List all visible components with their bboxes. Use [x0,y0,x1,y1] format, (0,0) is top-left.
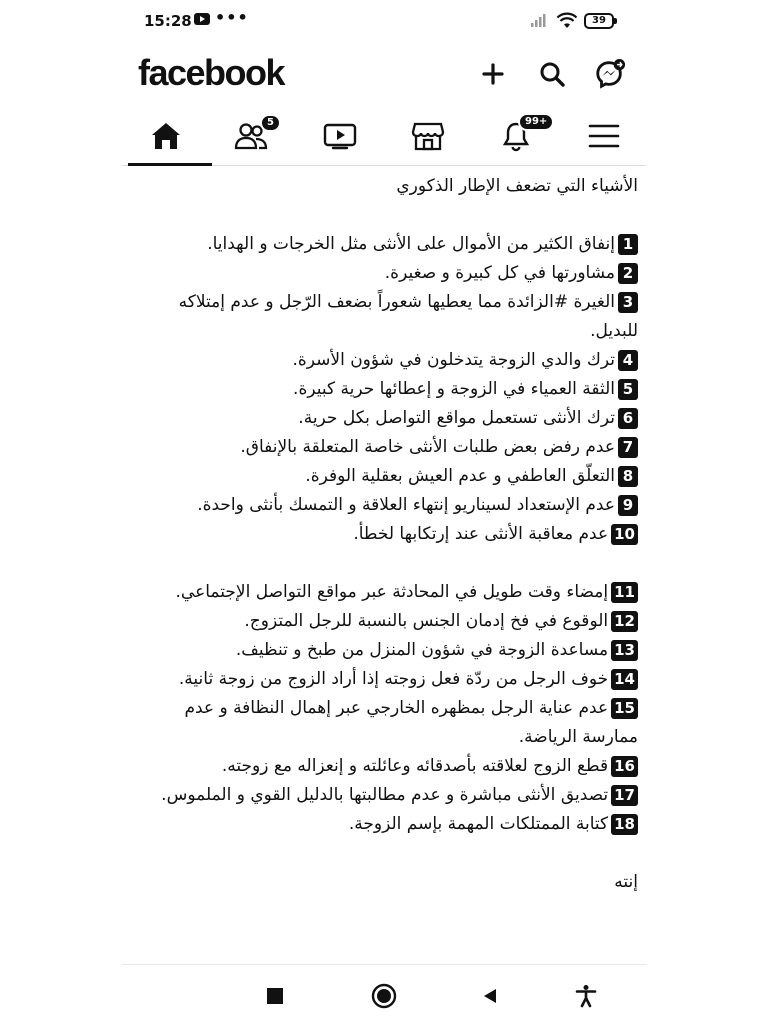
search-icon [539,61,565,87]
list-item-text: عدم عناية الرجل بمظهره الخارجي عبر إهمال النظافة و عدم ممارسة الرياضة. [184,698,638,747]
list-item-text: ترك والدي الزوجة يتدخلون في شؤون الأسرة. [292,350,615,370]
accessibility-button[interactable] [570,980,602,1012]
list-item-text: الوقوع في فخ إدمان الجنس بالنسبة للرجل المتزوج. [244,611,609,631]
messenger-icon [594,57,626,91]
number-keycap-icon: 9 [618,495,638,516]
list-item-text: عدم معاقبة الأنثى عند إرتكابها لخطأ. [353,524,609,544]
number-keycap-icon: 10 [611,524,638,545]
tab-watch[interactable] [298,108,382,164]
square-icon [266,987,284,1005]
number-keycap-icon: 18 [611,814,638,835]
list-item-text: ترك الأنثى تستعمل مواقع التواصل بكل حرية. [298,408,615,428]
list-item-text: كتابة الممتلكات المهمة بإسم الزوجة. [348,814,609,834]
list-item [130,433,638,462]
list-item-text: قطع الزوج لعلاقته بأصدقائه وعائلته و إنعزاله مع زوجته. [221,756,609,776]
number-keycap-icon: 12 [611,611,638,632]
youtube-notification-icon [194,13,210,25]
app-header [122,50,646,100]
number-keycap-icon: 8 [618,466,638,487]
number-keycap-icon: 15 [611,698,638,719]
list-part-two [130,578,638,839]
number-keycap-icon: 13 [611,640,638,661]
tab-home[interactable] [124,108,208,164]
list-item [130,694,638,752]
list-item [130,665,638,694]
list-item [130,346,638,375]
friends-badge: 5 [260,114,281,132]
list-item [130,230,638,259]
number-keycap-icon: 16 [611,756,638,777]
list-item-text: مساعدة الزوجة في شؤون المنزل من طبخ و تنظيف. [235,640,609,660]
main-tab-bar [122,108,646,166]
number-keycap-icon: 4 [618,350,638,371]
number-keycap-icon: 11 [611,582,638,603]
list-item [130,259,638,288]
list-item [130,462,638,491]
list-item-text: الغيرة #الزائدة مما يعطيها شعوراً بضعف الرّجل و عدم إمتلاكه للبديل. [178,292,638,341]
list-item [130,607,638,636]
accessibility-icon [575,984,597,1008]
tab-notifications[interactable] [474,108,558,164]
number-keycap-icon: 17 [611,785,638,806]
list-item [130,375,638,404]
list-item-text: إمضاء وقت طويل في المحادثة عبر مواقع التواصل الإجتماعي. [175,582,609,602]
content-divider [122,964,646,965]
list-item [130,404,638,433]
list-item [130,810,638,839]
phone-screen [122,0,646,1024]
number-keycap-icon: 3 [618,292,638,313]
list-item-text: عدم الإستعداد لسيناريو إنتهاء العلاقة و التمسك بأنثى واحدة. [197,495,615,515]
tab-menu[interactable] [562,108,646,164]
messenger-button[interactable] [594,58,626,90]
number-keycap-icon: 7 [618,437,638,458]
list-item-text: إنفاق الكثير من الأموال على الأنثى مثل الخرجات و الهدايا. [207,234,615,254]
circle-icon [371,983,397,1009]
search-button[interactable] [536,58,568,90]
more-notifications-icon: ••• [215,8,249,27]
list-item [130,752,638,781]
facebook-logo[interactable]: facebook [138,52,285,93]
list-item [130,636,638,665]
list-part-one [130,230,638,549]
list-item [130,288,638,346]
tab-friends[interactable] [210,108,294,164]
signal-icon [530,13,550,27]
list-item-text: تصديق الأنثى مباشرة و عدم مطالبتها بالدليل القوي و الملموس. [161,785,609,805]
tab-marketplace[interactable] [386,108,470,164]
post-trailing-text: إنته [614,872,638,892]
hamburger-menu-icon [588,123,620,149]
back-button[interactable] [474,980,506,1012]
list-item-text: الثقة العمياء في الزوجة و إعطائها حرية كبيرة. [293,379,615,399]
notifications-badge: 99+ [518,113,554,131]
list-item-text: خوف الرجل من ردّة فعل زوجته إذا أراد الزوج من زوجة ثانية. [178,669,609,689]
list-item-text: التعلّق العاطفي و عدم العيش بعقلية الوفرة. [305,466,615,486]
list-item [130,491,638,520]
list-item [130,578,638,607]
marketplace-icon [411,121,445,151]
recents-button[interactable] [259,980,291,1012]
list-item-text: مشاورتها في كل كبيرة و صغيرة. [384,263,615,283]
back-triangle-icon [481,987,499,1005]
number-keycap-icon: 14 [611,669,638,690]
status-time: 15:28 [144,12,192,30]
number-keycap-icon: 6 [618,408,638,429]
number-keycap-icon: 2 [618,263,638,284]
battery-indicator: 39 [584,13,614,29]
number-keycap-icon: 1 [618,234,638,255]
home-icon [150,121,182,151]
video-icon [323,122,357,150]
system-navigation-bar [0,966,768,1024]
wifi-icon [556,11,578,29]
number-keycap-icon: 5 [618,379,638,400]
list-item [130,781,638,810]
plus-icon [481,62,505,86]
home-system-button[interactable] [368,980,400,1012]
status-bar [122,0,646,44]
list-item [130,520,638,549]
create-button[interactable] [477,58,509,90]
post-title: الأشياء التي تضعف الإطار الذكوري [396,176,638,196]
post-text [130,172,638,962]
list-item-text: عدم رفض بعض طلبات الأنثى خاصة المتعلقة بالإنفاق. [240,437,615,457]
